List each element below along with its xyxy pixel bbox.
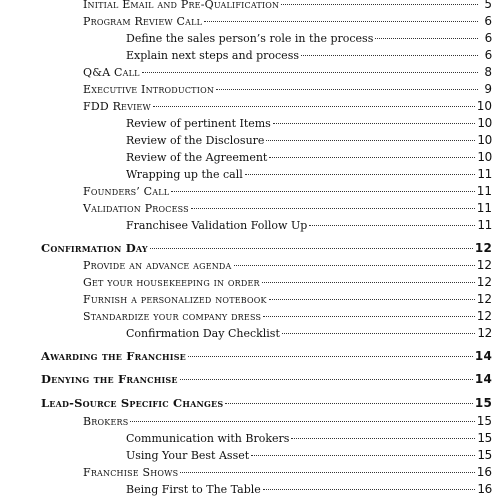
- dot-leader: [142, 62, 478, 73]
- toc-entry-page: 10: [477, 150, 492, 164]
- toc-entry-page: 6: [484, 48, 492, 62]
- dot-leader: [188, 346, 473, 357]
- toc-entry[interactable]: [126, 325, 492, 342]
- toc-entry-title: Denying the Franchise: [41, 372, 178, 386]
- toc-entry-page: 8: [484, 65, 492, 79]
- toc-entry-page: 12: [476, 309, 492, 323]
- toc-entry-title: Lead-Source Specific Changes: [41, 396, 224, 410]
- toc-entry-title: Confirmation Day Checklist: [126, 327, 280, 340]
- dot-leader: [180, 369, 473, 380]
- dot-leader: [204, 11, 478, 22]
- toc-entry-title: Brokers: [83, 415, 129, 428]
- toc-entry-page: 12: [477, 326, 492, 340]
- toc-entry-page: 14: [474, 372, 492, 386]
- toc-entry-title: Awarding the Franchise: [41, 349, 186, 363]
- toc-entry-title: Founders’ Call: [83, 185, 170, 198]
- toc-entry-title: FDD Review: [83, 100, 151, 113]
- dot-leader: [216, 79, 478, 90]
- dot-leader: [245, 164, 476, 175]
- toc-entry-title: Initial Email and Pre-Qualification: [83, 0, 280, 11]
- toc-entry-page: 9: [484, 82, 492, 96]
- toc-entry-page: 10: [476, 99, 492, 113]
- toc-entry-title: Furnish a personalized notebook: [83, 293, 267, 306]
- dot-leader: [266, 130, 475, 141]
- toc-entry-title: Q&A Call: [83, 66, 140, 79]
- toc-entry-title: Executive Introduction: [83, 83, 215, 96]
- dot-leader: [191, 198, 475, 209]
- toc-entry-page: 15: [476, 414, 492, 428]
- toc-entry-title: Franchise Shows: [83, 466, 179, 479]
- toc-entry[interactable]: [41, 371, 492, 387]
- dot-leader: [269, 289, 475, 300]
- toc-entry-page: 5: [484, 0, 492, 11]
- dot-leader: [171, 181, 474, 192]
- dot-leader: [130, 411, 474, 422]
- toc-entry-title: Review of the Agreement: [126, 151, 268, 164]
- toc-entry-title: Review of pertinent Items: [126, 117, 271, 130]
- dot-leader: [251, 445, 475, 456]
- dot-leader: [269, 147, 475, 158]
- dot-leader: [273, 113, 475, 124]
- toc-entry-title: Provide an advance agenda: [83, 259, 232, 272]
- toc-entry-title: Explain next steps and process: [126, 49, 299, 62]
- toc-entry-page: 16: [476, 465, 492, 479]
- dot-leader: [282, 323, 475, 334]
- toc-entry-page: 11: [477, 167, 492, 181]
- toc-entry-title: Communication with Brokers: [126, 432, 290, 445]
- dot-leader: [281, 0, 478, 5]
- toc-entry-page: 12: [476, 258, 492, 272]
- toc-entry-page: 10: [477, 133, 492, 147]
- toc-entry-title: Using Your Best Asset: [126, 449, 250, 462]
- toc-entry-page: 11: [477, 218, 492, 232]
- dot-leader: [263, 479, 476, 490]
- toc-entry-page: 10: [477, 116, 492, 130]
- dot-leader: [263, 306, 475, 317]
- toc-entry[interactable]: [41, 240, 492, 256]
- toc-entry[interactable]: [41, 348, 492, 364]
- dot-leader: [301, 45, 478, 56]
- toc-entry[interactable]: [41, 395, 492, 411]
- toc-entry-page: 6: [484, 14, 492, 28]
- dot-leader: [180, 462, 474, 473]
- toc-entry-page: 6: [484, 31, 492, 45]
- toc-entry-page: 11: [476, 184, 492, 198]
- toc-entry-page: 15: [477, 448, 492, 462]
- dot-leader: [375, 28, 478, 39]
- toc-entry-title: Confirmation Day: [41, 241, 148, 255]
- toc-entry-page: 14: [474, 349, 492, 363]
- toc-entry-title: Validation Process: [83, 202, 189, 215]
- toc-entry-title: Program Review Call: [83, 15, 203, 28]
- toc-entry-title: Get your housekeeping in order: [83, 276, 260, 289]
- toc-entry-page: 16: [477, 482, 492, 496]
- toc-entry-page: 15: [477, 431, 492, 445]
- toc-entry-title: Wrapping up the call: [126, 168, 243, 181]
- dot-leader: [291, 428, 475, 439]
- dot-leader: [309, 215, 475, 226]
- dot-leader: [153, 96, 475, 107]
- dot-leader: [150, 238, 473, 249]
- toc-entry-title: Review of the Disclosure: [126, 134, 265, 147]
- toc-entry-title: Being First to The Table: [126, 483, 261, 496]
- toc-entry-title: Standardize your company dress: [83, 310, 262, 323]
- toc-entry-page: 12: [476, 292, 492, 306]
- toc-entry[interactable]: [126, 481, 492, 498]
- toc-entry-title: Define the sales person’s role in the process: [126, 32, 374, 45]
- toc-entry-page: 15: [474, 396, 492, 410]
- dot-leader: [262, 272, 475, 283]
- toc-entry-page: 11: [476, 201, 492, 215]
- toc-entry-title: Franchisee Validation Follow Up: [126, 219, 308, 232]
- toc-entry-page: 12: [474, 241, 492, 255]
- dot-leader: [234, 255, 475, 266]
- toc-entry[interactable]: [126, 217, 492, 234]
- dot-leader: [225, 393, 473, 404]
- toc-entry-page: 12: [476, 275, 492, 289]
